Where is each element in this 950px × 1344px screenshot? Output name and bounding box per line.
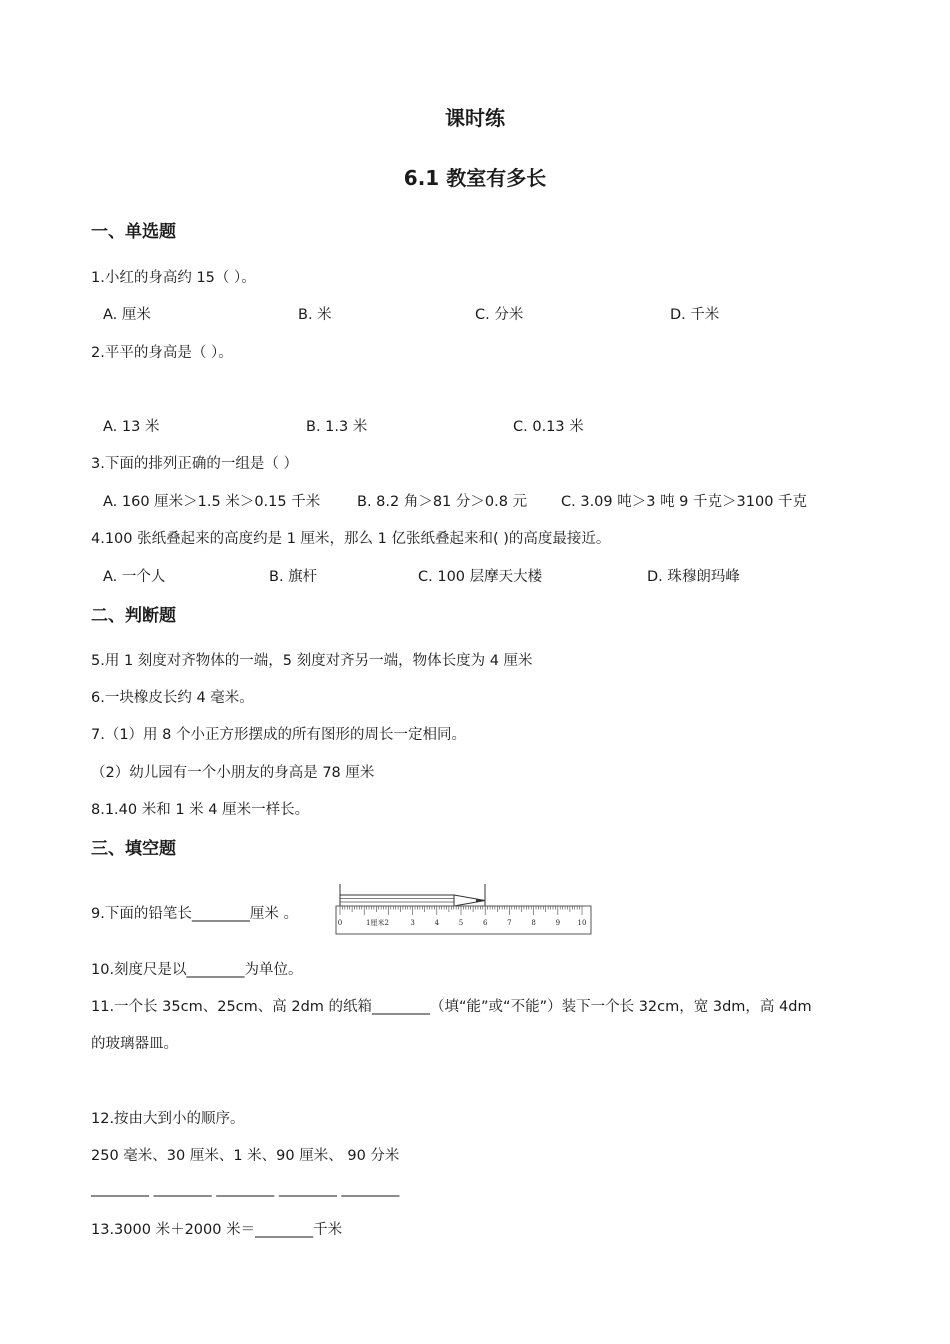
pencil-icon (340, 895, 485, 906)
q1-option-d: D. 千米 (670, 307, 720, 323)
question-11-line-2: 的玻璃器皿。 (91, 1036, 178, 1052)
question-8: 8.1.40 米和 1 米 4 厘米一样长。 (91, 802, 310, 818)
question-1: 1.小红的身高约 15（ ）。 (91, 270, 256, 286)
q3-option-c: C. 3.09 吨＞3 吨 9 千克＞3100 千克 (561, 494, 808, 510)
q1-option-a: A. 厘米 (103, 307, 151, 323)
question-10: 10.刻度尺是以________为单位。 (91, 962, 303, 978)
q4-option-d: D. 珠穆朗玛峰 (647, 569, 740, 585)
question-12-items: 250 毫米、30 厘米、1 米、90 厘米、 90 分米 (91, 1148, 400, 1164)
q2-option-b: B. 1.3 米 (306, 419, 368, 435)
question-12: 12.按由大到小的顺序。 (91, 1111, 245, 1127)
ruler-pencil-figure (334, 882, 594, 936)
question-13: 13.3000 米＋2000 米＝________千米 (91, 1222, 343, 1238)
section-heading-fill-blank: 三、填空题 (91, 839, 176, 859)
ruler-tick-label: 4 (434, 919, 440, 927)
q2-option-a: A. 13 米 (103, 419, 160, 435)
ruler-tick-label: 1厘米2 (366, 919, 389, 927)
section-heading-single-choice: 一、单选题 (91, 222, 176, 242)
q3-option-a: A. 160 厘米＞1.5 米＞0.15 千米 (103, 494, 321, 510)
section-heading-true-false: 二、判断题 (91, 606, 176, 626)
ruler-tick-label: 7 (507, 919, 512, 927)
ruler-tick-label: 6 (482, 919, 488, 927)
question-3: 3.下面的排列正确的一组是（ ） (91, 456, 298, 472)
ruler-tick-label: 9 (555, 919, 561, 927)
question-4: 4.100 张纸叠起来的高度约是 1 厘米，那么 1 亿张纸叠起来和( )的高度最接近。 (91, 531, 611, 547)
q1-option-c: C. 分米 (475, 307, 524, 323)
question-2: 2.平平的身高是（ ）。 (91, 345, 233, 361)
question-12-answer-blanks[interactable]: ________ ________ ________ ________ ________ (91, 1181, 400, 1197)
page-subtitle: 6.1 教室有多长 (403, 166, 547, 190)
question-6: 6.一块橡皮长约 4 毫米。 (91, 690, 254, 706)
q2-option-c: C. 0.13 米 (513, 419, 584, 435)
question-9: 9.下面的铅笔长________厘米 。 (91, 906, 298, 922)
ruler-tick-label: 8 (531, 919, 536, 927)
q4-option-b: B. 旗杆 (269, 569, 318, 585)
question-7-part-1: 7.（1）用 8 个小正方形摆成的所有图形的周长一定相同。 (91, 727, 467, 743)
question-5: 5.用 1 刻度对齐物体的一端，5 刻度对齐另一端，物体长度为 4 厘米 (91, 653, 533, 669)
q1-option-b: B. 米 (298, 307, 332, 323)
page-title: 课时练 (445, 106, 505, 130)
question-7-part-2: （2）幼儿园有一个小朋友的身高是 78 厘米 (91, 765, 375, 781)
ruler-tick-label: 3 (410, 919, 415, 927)
q4-option-a: A. 一个人 (103, 569, 166, 585)
ruler-tick-label: 0 (337, 919, 343, 927)
ruler-tick-label: 5 (458, 919, 464, 927)
q3-option-b: B. 8.2 角＞81 分＞0.8 元 (357, 494, 528, 510)
question-11-line-1: 11.一个长 35cm、25cm、高 2dm 的纸箱________（填“能”或“不能”）装下一个长 32cm，宽 3dm，高 4dm (91, 999, 812, 1015)
q4-option-c: C. 100 层摩天大楼 (418, 569, 543, 585)
ruler-tick-label: 10 (577, 919, 587, 927)
